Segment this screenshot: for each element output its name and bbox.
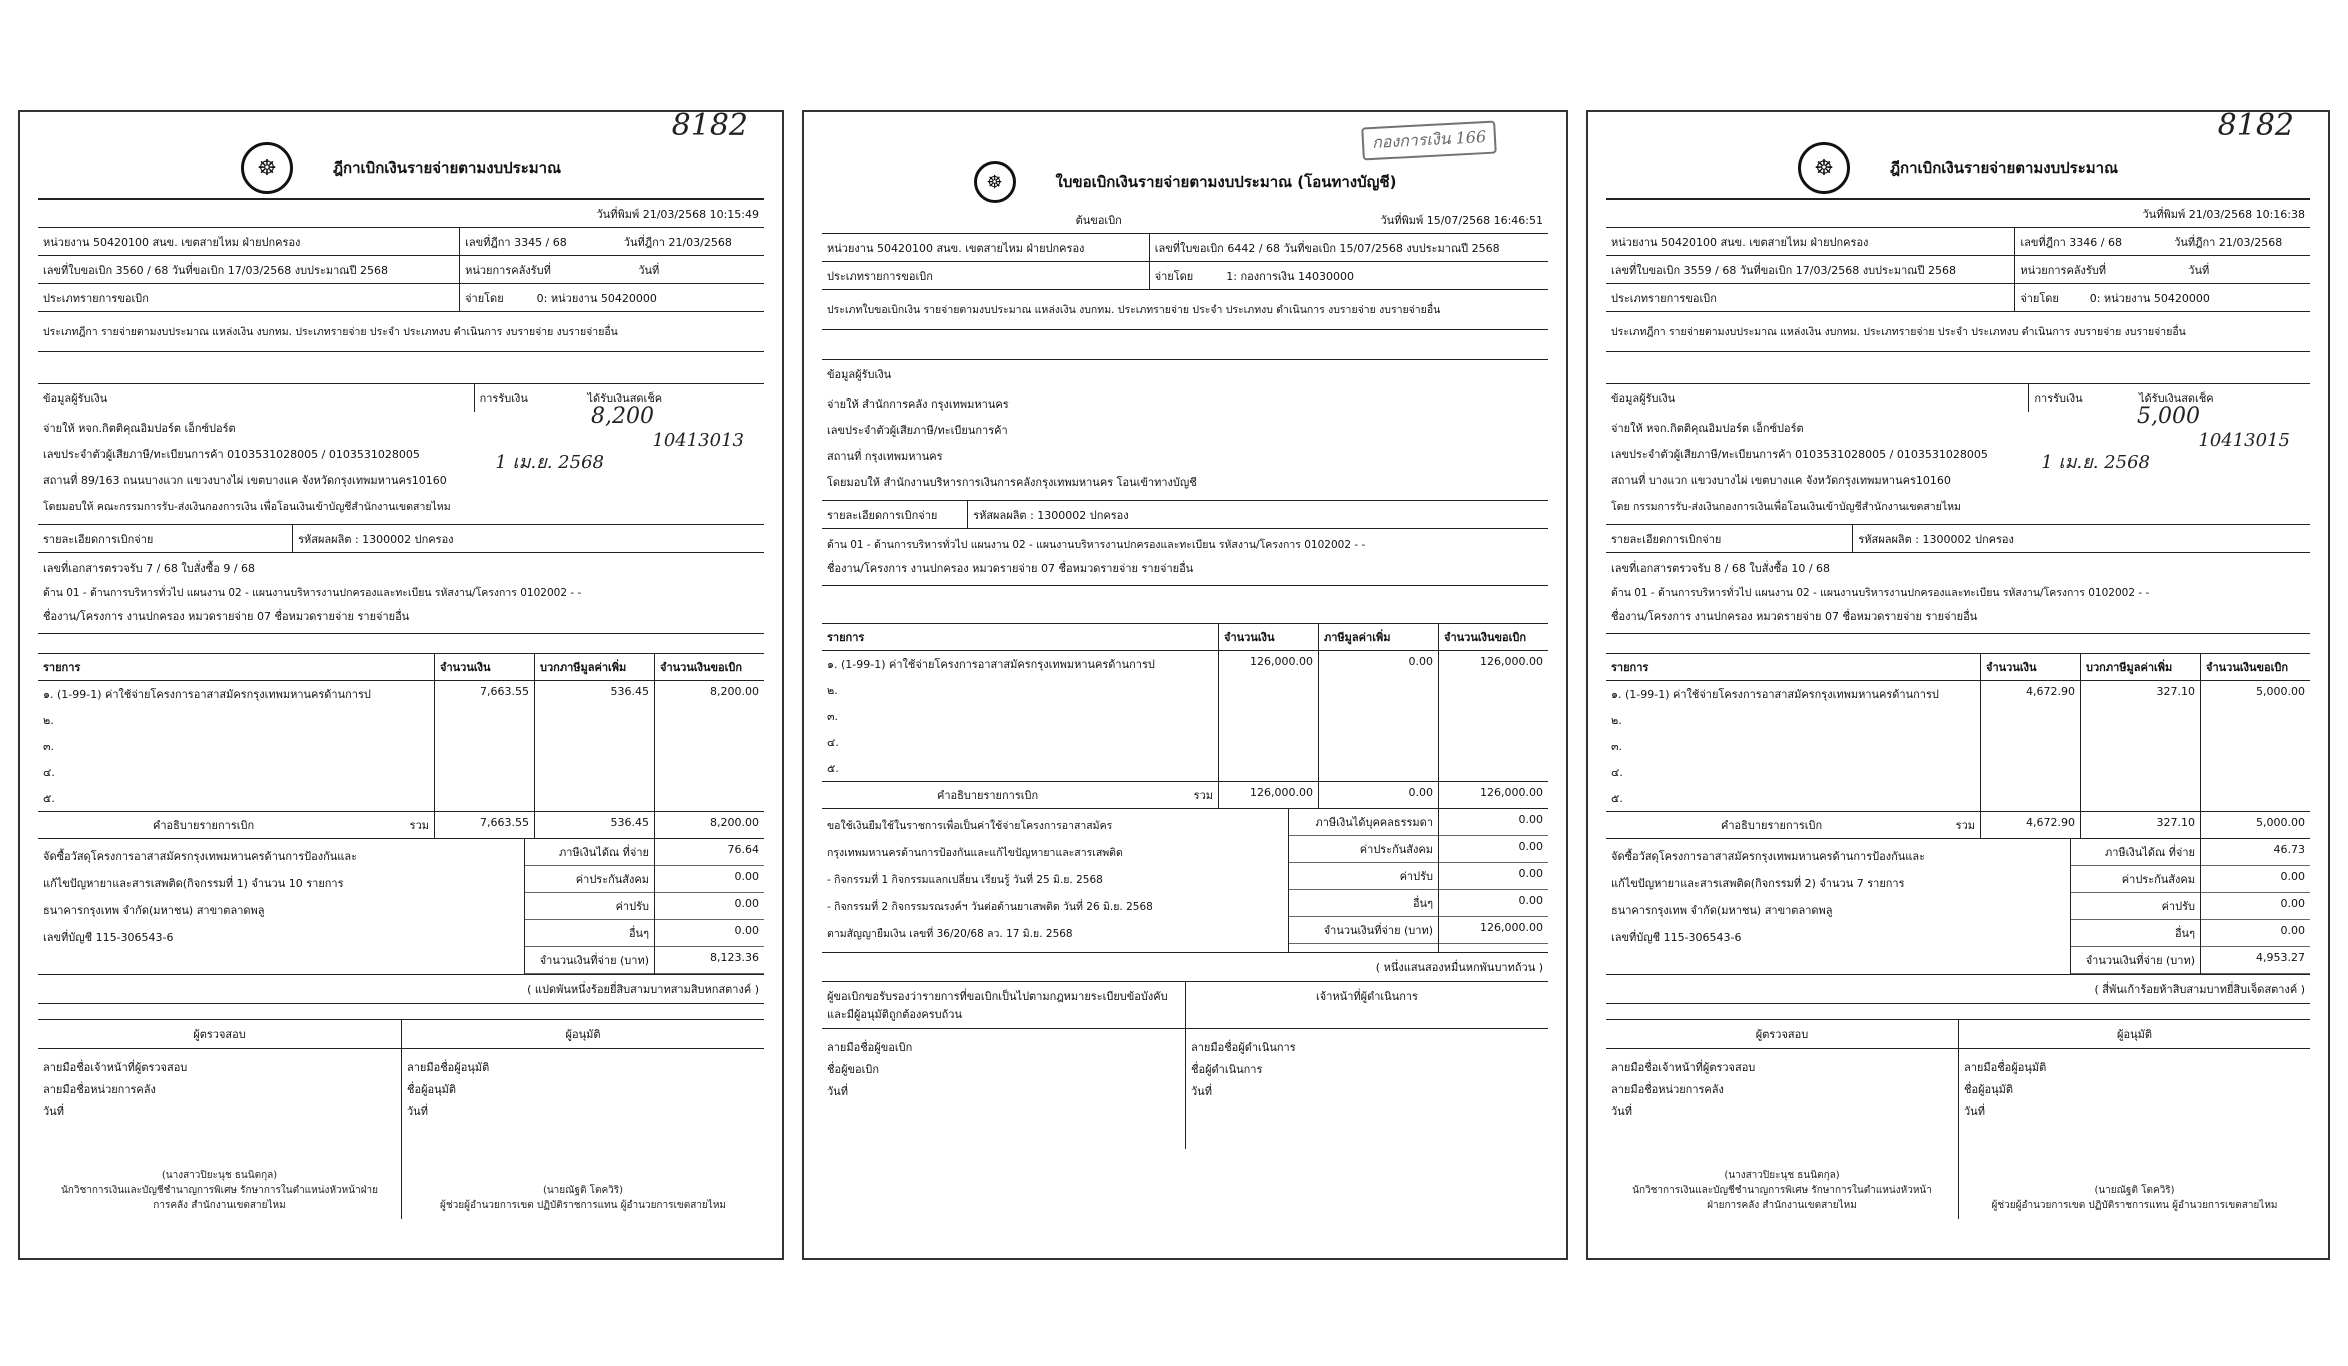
table-row: ๔.: [1606, 759, 2310, 785]
detail-label: รายละเอียดการเบิกจ่าย: [43, 532, 154, 546]
payee-name: จ่ายให้ สำนักการคลัง กรุงเทพมหานคร: [827, 398, 1009, 411]
checker-heading: ผู้ตรวจสอบ: [1755, 1028, 1809, 1041]
col-item: รายการ: [827, 631, 865, 644]
project-text: ชื่องาน/โครงการ งานปกครอง หมวดรายจ่าย 07 ชื่อหมวดรายจ่าย รายจ่ายอื่น: [43, 610, 410, 623]
detail-label: รายละเอียดการเบิกจ่าย: [827, 508, 938, 522]
delegate-text: โดยมอบให้ สำนักงานบริหารการเงินการคลังกรุงเทพมหานคร โอนเข้าทางบัญชี: [827, 476, 1197, 489]
signature-area: ลายมือชื่อเจ้าหน้าที่ผู้ตรวจสอบ ลายมือชื่อหน่วยการคลัง วันที่ (นางสาวปิยะนุช ธนนิตกุล) นักวิชาการเงินและบัญชีชำนาญการพิเศษ รักษาการในตำแหน่งหัวหน้าฝ่ายการคลัง สำนักงานเขตสายไหม ลายมือชื่อผู้อนุมัติ ชื่อผู้อนุมัติ วันที่ (นายณัฐติ โตควิริ) ผู้ช่วยผู้อำนวยการเขต ปฏิบัติราชการแทน ผู้อำนวยการเขตสายไหม: [1606, 1049, 2310, 1219]
receive-label: การรับเงิน: [474, 384, 583, 412]
form-header: [822, 158, 1548, 206]
table-row: ๓.: [1606, 733, 2310, 759]
print-date: วันที่พิมพ์ 21/03/2568 10:15:49: [596, 207, 759, 221]
handwritten-number: 8182: [2217, 110, 2294, 143]
detail-label: รายละเอียดการเบิกจ่าย: [1611, 532, 1722, 546]
form-header: [38, 138, 764, 200]
received-stamp: กองการเงิน 166: [1361, 121, 1497, 161]
approver-heading: ผู้อนุมัติ: [401, 1020, 764, 1048]
print-date: วันที่พิมพ์ 15/07/2568 16:46:51: [1380, 213, 1543, 227]
claim-number: เลขที่ฎีกา 3346 / 68: [2014, 228, 2169, 255]
approver-heading: ผู้อนุมัติ: [1958, 1020, 2310, 1048]
payee-address: สถานที่ บางแวก แขวงบางไผ่ เขตบางแค จังหวัดกรุงเทพมหานคร10160: [1611, 474, 1951, 487]
unit-text: หน่วยงาน 50420100 สนข. เขตสายไหม ฝ่ายปกครอง: [827, 241, 1085, 255]
handwritten-date: 1 เม.ย. 2568: [2041, 452, 2150, 473]
project-text: ชื่องาน/โครงการ งานปกครอง หมวดรายจ่าย 07 ชื่อหมวดรายจ่าย รายจ่ายอื่น: [1611, 610, 1978, 623]
sum-row: คำอธิบายรายการเบิก รวม 4,672.90 327.10 5,000.00: [1606, 811, 2310, 838]
pay-by-label: จ่ายโดย: [2014, 284, 2084, 311]
col-amount: จำนวนเงิน: [1218, 624, 1318, 650]
plan-text: ด้าน 01 - ด้านการบริหารทั่วไป แผนงาน 02 - แผนงานบริหารงานปกครองและทะเบียน รหัสงาน/โครงการ 0102002 - -: [1611, 587, 2150, 599]
table-row: ๒.: [822, 677, 1548, 703]
col-item: รายการ: [43, 661, 81, 674]
day-label: วันที่: [638, 263, 660, 277]
col-total: จำนวนเงินขอเบิก: [654, 654, 764, 680]
signature-area: ลายมือชื่อเจ้าหน้าที่ผู้ตรวจสอบ ลายมือชื่อหน่วยการคลัง วันที่ (นางสาวปิยะนุช ธนนิตกุล) นักวิชาการเงินและบัญชีชำนาญการพิเศษ รักษาการในตำแหน่งหัวหน้าฝ่ายการคลัง สำนักงานเขตสายไหม ลายมือชื่อผู้อนุมัติ ชื่อผู้อนุมัติ วันที่ (นายณัฐติ โตควิริ) ผู้ช่วยผู้อำนวยการเขต ปฏิบัติราชการแทน ผู้อำนวยการเขตสายไหม: [38, 1049, 764, 1219]
request-number: เลขที่ใบขอเบิก 3559 / 68 วันที่ขอเบิก 17/03/2568 งบประมาณปี 2568: [1611, 263, 1956, 277]
reference-doc: เลขที่เอกสารตรวจรับ 7 / 68 ใบสั่งซื้อ 9 / 68: [43, 562, 256, 575]
col-vat: ภาษีมูลค่าเพิ่ม: [1318, 624, 1438, 650]
claim-form-1: [18, 110, 784, 1260]
delegate-text: โดยมอบให้ คณะกรรมการรับ-ส่งเงินกองการเงิน เพื่อโอนเงินเข้าบัญชีสำนักงานเขตสายไหม: [43, 501, 451, 513]
bma-seal-icon: ☸: [974, 161, 1016, 203]
handwritten-amount: 5,000: [2137, 404, 2200, 429]
table-row: ๒.: [38, 707, 764, 733]
table-row: ๓.: [822, 703, 1548, 729]
table-row: ๑. (1-99-1) ค่าใช้จ่ายโครงการอาสาสมัครกรุงเทพมหานครด้านการป 4,672.90 327.10 5,000.00: [1606, 681, 2310, 707]
certification-text: ผู้ขอเบิกขอรับรองว่ารายการที่ขอเบิกเป็นไปตามกฎหมายระเบียบข้อบังคับและมีผู้อนุมัติถูกต้องครบถ้วน: [827, 990, 1168, 1021]
delegate-text: โดย กรรมการรับ-ส่งเงินกองการเงินเพื่อโอนเงินเข้าบัญชีสำนักงานเขตสายไหม: [1611, 501, 1961, 513]
pay-by-label: จ่ายโดย: [1149, 262, 1222, 289]
tax-id: เลขประจำตัวผู้เสียภาษี/ทะเบียนการค้า 0103531028005 / 0103531028005: [1611, 448, 1988, 461]
form-header: [1606, 138, 2310, 200]
payee-heading: ข้อมูลผู้รับเงิน: [43, 392, 108, 405]
claim-date: วันที่ฎีกา 21/03/2568: [2174, 235, 2283, 249]
pay-unit: 0: หน่วยงาน 50420000: [2089, 291, 2210, 305]
col-vat: บวกภาษีมูลค่าเพิ่ม: [2080, 654, 2200, 680]
amount-in-words: ( หนึ่งแสนสองหมื่นหกพันบาทถ้วน ): [822, 953, 1548, 982]
bma-seal-icon: ☸: [241, 142, 293, 194]
type-label: ประเภทรายการขอเบิก: [827, 269, 933, 283]
handwritten-cheque: 10413013: [652, 430, 744, 451]
claim-date: วันที่ฎีกา 21/03/2568: [623, 235, 732, 249]
table-row: ๔.: [38, 759, 764, 785]
category-text: ประเภทใบขอเบิกเงิน รายจ่ายตามงบประมาณ แหล่งเงิน งบกทม. ประเภทรายจ่าย ประจำ ประเภทงบ ดำเนินการ งบรายจ่าย งบรายจ่ายอื่น: [827, 304, 1441, 316]
handwritten-date: 1 เม.ย. 2568: [495, 452, 604, 473]
items-table: [38, 654, 764, 839]
product-code: รหัสผลผลิต : 1300002 ปกครอง: [967, 501, 1548, 528]
table-row: ๕.: [822, 755, 1548, 781]
description-area: จัดซื้อวัสดุโครงการอาสาสมัครกรุงเทพมหานครด้านการป้องกันและ แก้ไขปัญหายาและสารเสพติด(กิจกรรมที่ 1) จำนวน 10 รายการ ธนาคารกรุงเทพ จำกัด(มหาชน) สาขาตลาดพลู เลขที่บัญชี 115-306543-6 ภาษีเงินได้ณ ที่จ่าย ค่าประกันสังคม ค่าปรับ อื่นๆ จำนวนเงินที่จ่าย (บาท) 76.64 0.00 0.00 0.00 8,123.36: [38, 839, 764, 975]
handwritten-amount: 8,200: [591, 404, 654, 429]
type-label: ประเภทรายการขอเบิก: [43, 291, 149, 305]
signature-area: ลายมือชื่อผู้ขอเบิก ชื่อผู้ขอเบิก วันที่ ลายมือชื่อผู้ดำเนินการ ชื่อผู้ดำเนินการ วันที่: [822, 1029, 1548, 1149]
sum-row: คำอธิบายรายการเบิก รวม 7,663.55 536.45 8,200.00: [38, 811, 764, 838]
pay-unit: 0: หน่วยงาน 50420000: [536, 291, 657, 305]
claim-form-3: [1586, 110, 2330, 1260]
receive-label: การรับเงิน: [2028, 384, 2134, 412]
form-title: ฎีกาเบิกเงินรายจ่ายตามงบประมาณ: [1889, 159, 2119, 177]
receive-method: ได้รับเงินสดเช็ค: [587, 392, 663, 405]
items-table: [822, 624, 1548, 809]
description-area: จัดซื้อวัสดุโครงการอาสาสมัครกรุงเทพมหานครด้านการป้องกันและ แก้ไขปัญหายาและสารเสพติด(กิจกรรมที่ 2) จำนวน 7 รายการ ธนาคารกรุงเทพ จำกัด(มหาชน) สาขาตลาดพลู เลขที่บัญชี 115-306543-6 ภาษีเงินได้ณ ที่จ่าย ค่าประกันสังคม ค่าปรับ อื่นๆ จำนวนเงินที่จ่าย (บาท) 46.73 0.00 0.00 0.00 4,953.27: [1606, 839, 2310, 975]
form-title: ฎีกาเบิกเงินรายจ่ายตามงบประมาณ: [332, 159, 562, 177]
plan-text: ด้าน 01 - ด้านการบริหารทั่วไป แผนงาน 02 - แผนงานบริหารงานปกครองและทะเบียน รหัสงาน/โครงการ 0102002 - -: [827, 539, 1366, 551]
payee-heading: ข้อมูลผู้รับเงิน: [827, 368, 892, 381]
payee-address: สถานที่ กรุงเทพมหานคร: [827, 450, 943, 463]
col-amount: จำนวนเงิน: [1980, 654, 2080, 680]
pay-unit: 1: กองการเงิน 14030000: [1226, 269, 1355, 283]
receive-method: ได้รับเงินสดเช็ค: [2138, 392, 2214, 405]
day-label: วันที่: [2188, 263, 2210, 277]
tax-id: เลขประจำตัวผู้เสียภาษี/ทะเบียนการค้า: [827, 424, 1008, 437]
treasury-unit-label: หน่วยการคลังรับที่: [459, 256, 633, 283]
pay-by-label: จ่ายโดย: [459, 284, 532, 311]
table-row: ๑. (1-99-1) ค่าใช้จ่ายโครงการอาสาสมัครกรุงเทพมหานครด้านการป 7,663.55 536.45 8,200.00: [38, 681, 764, 707]
bma-seal-icon: ☸: [1798, 142, 1850, 194]
reference-doc: เลขที่เอกสารตรวจรับ 8 / 68 ใบสั่งซื้อ 10 / 68: [1611, 562, 1831, 575]
col-item: รายการ: [1611, 661, 1649, 674]
description-area: ขอใช้เงินยืมใช้ในราชการเพื่อเป็นค่าใช้จ่ายโครงการอาสาสมัคร กรุงเทพมหานครด้านการป้องกันและแก้ไขปัญหายาและสารเสพติด - กิจกรรมที่ 1 กิจกรรมแลกเปลี่ยน เรียนรู้ วันที่ 25 มิ.ย. 2568 - กิจกรรมที่ 2 กิจกรรมรณรงค์ฯ วันต่อต้านยาเสพติด วันที่ 26 มิ.ย. 2568 ตามสัญญายืมเงิน เลขที่ 36/20/68 ลว. 17 มิ.ย. 2568 ภาษีเงินได้บุคคลธรรมดา ค่าประกันสังคม ค่าปรับ อื่นๆ จำนวนเงินที่จ่าย (บาท) 0.00 0.00 0.00 0.00 126,000.00: [822, 809, 1548, 953]
project-text: ชื่องาน/โครงการ งานปกครอง หมวดรายจ่าย 07 ชื่อหมวดรายจ่าย รายจ่ายอื่น: [827, 562, 1194, 575]
type-label: ประเภทรายการขอเบิก: [1611, 291, 1717, 305]
request-form-2: [802, 110, 1568, 1260]
table-row: ๔.: [822, 729, 1548, 755]
col-amount: จำนวนเงิน: [434, 654, 534, 680]
payee-name: จ่ายให้ หจก.กิตติคุณอิมปอร์ต เอ็กซ์ปอร์ต: [1611, 422, 1804, 435]
checker-heading: ผู้ตรวจสอบ: [193, 1028, 246, 1041]
form-subtitle: ต้นขอเบิก: [1075, 213, 1122, 227]
plan-text: ด้าน 01 - ด้านการบริหารทั่วไป แผนงาน 02 - แผนงานบริหารงานปกครองและทะเบียน รหัสงาน/โครงการ 0102002 - -: [43, 587, 582, 599]
category-text: ประเภทฎีกา รายจ่ายตามงบประมาณ แหล่งเงิน งบกทม. ประเภทรายจ่าย ประจำ ประเภทงบ ดำเนินการ งบรายจ่าย งบรายจ่ายอื่น: [1611, 326, 2186, 338]
table-row: ๓.: [38, 733, 764, 759]
col-vat: บวกภาษีมูลค่าเพิ่ม: [534, 654, 654, 680]
items-table: [1606, 654, 2310, 839]
handwritten-cheque: 10413015: [2198, 430, 2290, 451]
unit-text: หน่วยงาน 50420100 สนข. เขตสายไหม ฝ่ายปกครอง: [43, 235, 301, 249]
print-date: วันที่พิมพ์ 21/03/2568 10:16:38: [2142, 207, 2305, 221]
sum-row: คำอธิบายรายการเบิก รวม 126,000.00 0.00 126,000.00: [822, 781, 1548, 808]
payee-address: สถานที่ 89/163 ถนนบางแวก แขวงบางไผ่ เขตบางแค จังหวัดกรุงเทพมหานคร10160: [43, 474, 447, 487]
table-row: ๒.: [1606, 707, 2310, 733]
request-number: เลขที่ใบขอเบิก 6442 / 68 วันที่ขอเบิก 15/07/2568 งบประมาณปี 2568: [1149, 234, 1548, 261]
product-code: รหัสผลผลิต : 1300002 ปกครอง: [292, 525, 764, 552]
officer-heading: เจ้าหน้าที่ผู้ดำเนินการ: [1185, 982, 1548, 1028]
table-row: ๑. (1-99-1) ค่าใช้จ่ายโครงการอาสาสมัครกรุงเทพมหานครด้านการป 126,000.00 0.00 126,000.00: [822, 651, 1548, 677]
amount-in-words: ( แปดพันหนึ่งร้อยยี่สิบสามบาทสามสิบหกสตางค์ ): [38, 975, 764, 1004]
table-row: ๕.: [1606, 785, 2310, 811]
request-number: เลขที่ใบขอเบิก 3560 / 68 วันที่ขอเบิก 17/03/2568 งบประมาณปี 2568: [43, 263, 388, 277]
category-text: ประเภทฎีกา รายจ่ายตามงบประมาณ แหล่งเงิน งบกทม. ประเภทรายจ่าย ประจำ ประเภทงบ ดำเนินการ งบรายจ่าย งบรายจ่ายอื่น: [43, 326, 618, 338]
payee-name: จ่ายให้ หจก.กิตติคุณอิมปอร์ต เอ็กซ์ปอร์ต: [43, 422, 236, 435]
col-total: จำนวนเงินขอเบิก: [1438, 624, 1548, 650]
unit-text: หน่วยงาน 50420100 สนข. เขตสายไหม ฝ่ายปกครอง: [1611, 235, 1869, 249]
product-code: รหัสผลผลิต : 1300002 ปกครอง: [1852, 525, 2310, 552]
col-total: จำนวนเงินขอเบิก: [2200, 654, 2310, 680]
form-title: ใบขอเบิกเงินรายจ่ายตามงบประมาณ (โอนทางบัญชี): [1055, 173, 1397, 191]
tax-id: เลขประจำตัวผู้เสียภาษี/ทะเบียนการค้า 0103531028005 / 0103531028005: [43, 448, 420, 461]
handwritten-number: 8182: [671, 110, 748, 143]
treasury-unit-label: หน่วยการคลังรับที่: [2014, 256, 2183, 283]
claim-number: เลขที่ฎีกา 3345 / 68: [459, 228, 619, 255]
amount-in-words: ( สี่พันเก้าร้อยห้าสิบสามบาทยี่สิบเจ็ดสตางค์ ): [1606, 975, 2310, 1004]
table-row: ๕.: [38, 785, 764, 811]
payee-heading: ข้อมูลผู้รับเงิน: [1611, 392, 1676, 405]
